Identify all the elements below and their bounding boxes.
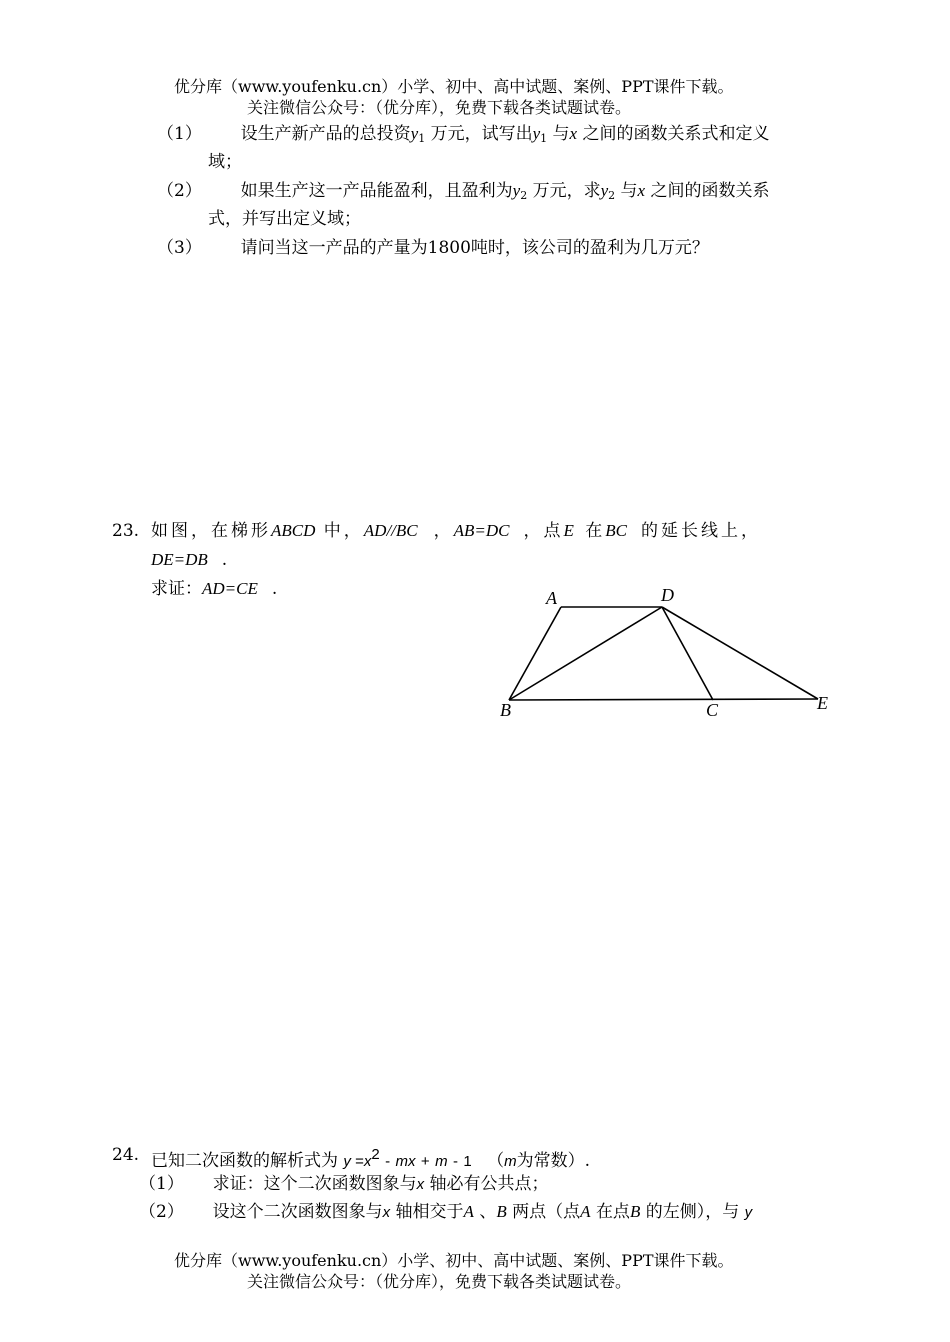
- q24-part2: （2） 设这个二次函数图象与x 轴相交于A 、B 两点（点A 在点B 的左侧），与 y: [139, 1202, 753, 1222]
- label-B: B: [500, 700, 511, 720]
- footer-line-2: 关注微信公众号：（优分库），免费下载各类试题试卷。: [247, 1272, 632, 1291]
- header-line-2: 关注微信公众号：（优分库），免费下载各类试题试卷。: [247, 98, 632, 117]
- q22-part2: （2） 如果生产这一产品能盈利，且盈利为$y_2$ 万元，求$y_2$ 与x 之间的函数关系: [157, 181, 770, 202]
- label-D: D: [661, 585, 674, 605]
- header-line-1: 优分库（www.youfenku.cn）小学、初中、高中试题、案例、PPT课件下载。: [174, 77, 734, 96]
- segment-DE: [662, 607, 818, 699]
- label-C: C: [706, 700, 719, 720]
- label-A: A: [546, 588, 557, 608]
- q23-line2: DE=DB .: [151, 550, 228, 570]
- q22-part2-cont: 式，并写出定义域；: [208, 209, 361, 229]
- segment-BE: [509, 699, 818, 700]
- q24-number: 24.: [112, 1145, 140, 1165]
- q22-part1-cont: 域；: [208, 152, 242, 172]
- q24-part1: （1） 求证：这个二次函数图象与x 轴必有公共点；: [139, 1174, 549, 1194]
- q23-number: 23.: [112, 521, 140, 541]
- q22-part1-number: （1）: [157, 124, 202, 144]
- q23-line1: 如图，在梯形ABCD 中，AD//BC ，AB=DC ，点E 在BC 的延长线上，: [151, 521, 762, 541]
- q23-prove: 求证：AD=CE .: [151, 579, 278, 599]
- segment-AB: [509, 607, 561, 700]
- segment-DC: [662, 607, 713, 700]
- q24-intro: 已知二次函数的解析式为 $y =x^2$ - mx + m - 1 （m为常数）.: [151, 1146, 591, 1171]
- q22-part1: （1） 设生产新产品的总投资$y_1$ 万元，试写出$y_1$ 与x 之间的函数关系式和定义: [157, 124, 770, 145]
- segment-DB: [509, 607, 662, 700]
- q22-part3-number: （3）: [157, 238, 202, 258]
- footer-line-1: 优分库（www.youfenku.cn）小学、初中、高中试题、案例、PPT课件下载。: [174, 1251, 734, 1270]
- q22-part2-number: （2）: [157, 181, 202, 201]
- q22-part3: （3） 请问当这一产品的产量为1800吨时，该公司的盈利为几万元？: [157, 238, 709, 258]
- label-E: E: [817, 693, 828, 713]
